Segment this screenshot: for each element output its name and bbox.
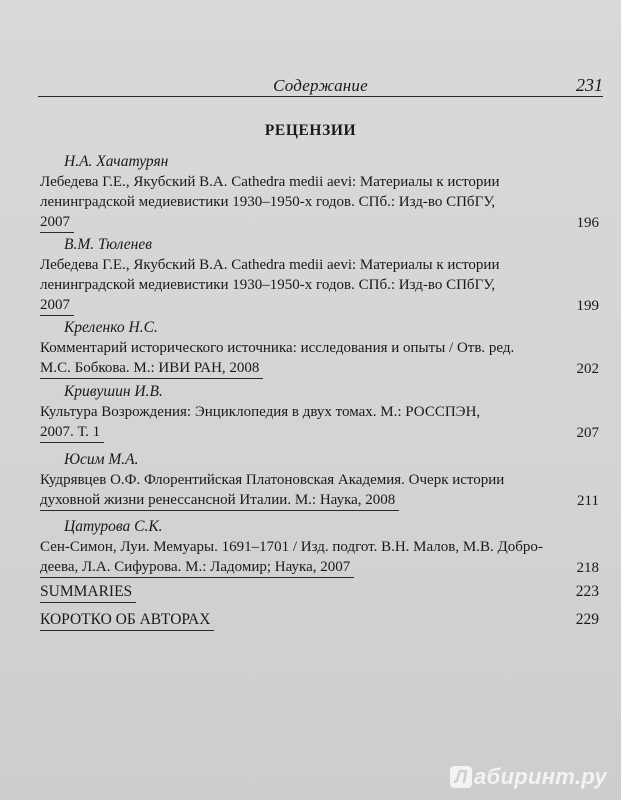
summaries-label: SUMMARIES — [40, 582, 136, 603]
toc-entry — [40, 318, 599, 379]
entry-text — [40, 470, 599, 511]
toc-entry — [40, 450, 599, 511]
entry-line: Лебедева Г.Е., Якубский В.А. Cathedra medii aevi: Материалы к истории — [40, 174, 500, 190]
entry-line: М.С. Бобкова. М.: ИВИ РАН, 2008 — [40, 358, 263, 379]
entry-line: 2007 — [40, 212, 74, 233]
entry-text — [40, 255, 599, 316]
labirint-watermark — [450, 764, 607, 790]
running-head — [38, 72, 603, 97]
entry-text — [40, 402, 599, 443]
running-head-title: Содержание — [273, 76, 368, 95]
entry-page: 207 — [576, 425, 599, 441]
entry-text — [40, 338, 599, 379]
entry-line: ленинградской медиевистики 1930–1950-х годов. СПб.: Изд-во СПбГУ, — [40, 194, 496, 210]
toc-entry — [40, 517, 599, 578]
entry-line: Лебедева Г.Е., Якубский В.А. Cathedra medii aevi: Материалы к истории — [40, 257, 500, 273]
toc-authors — [40, 610, 599, 631]
entry-line: деева, Л.А. Сифурова. М.: Ладомир; Наука, 2007 — [40, 557, 354, 578]
toc-summaries — [40, 582, 599, 603]
entry-author: Цатурова С.К. — [64, 518, 163, 535]
entry-author: В.М. Тюленев — [64, 236, 152, 253]
authors-page: 229 — [575, 611, 599, 628]
entry-page: 199 — [576, 298, 599, 314]
entry-author: Н.А. Хачатурян — [64, 153, 169, 170]
entry-author: Креленко Н.С. — [64, 319, 158, 336]
entry-line: духовной жизни ренессансной Италии. М.: Наука, 2008 — [40, 490, 399, 511]
entry-line: Культура Возрождения: Энциклопедия в двух томах. М.: РОССПЭН, — [40, 404, 481, 420]
entry-text — [40, 537, 599, 578]
entry-line: Сен-Симон, Луи. Мемуары. 1691–1701 / Изд. подгот. В.Н. Малов, М.В. Добро- — [40, 539, 543, 555]
labirint-logo-icon: Л — [450, 766, 472, 788]
entry-author: Юсим М.А. — [64, 451, 139, 468]
entry-line: ленинградской медиевистики 1930–1950-х годов. СПб.: Изд-во СПбГУ, — [40, 277, 496, 293]
toc-entry — [40, 382, 599, 443]
entry-page: 202 — [576, 361, 599, 377]
entry-text — [40, 172, 599, 233]
entry-page: 196 — [576, 215, 599, 231]
entry-line: Кудрявцев О.Ф. Флорентийская Платоновская Академия. Очерк истории — [40, 472, 505, 488]
entry-line: 2007. Т. 1 — [40, 422, 104, 443]
entry-page: 211 — [577, 493, 599, 509]
toc-entry — [40, 235, 599, 316]
page-number: 231 — [576, 75, 603, 95]
section-title: РЕЦЕНЗИИ — [264, 122, 357, 139]
authors-label: КОРОТКО ОБ АВТОРАХ — [40, 610, 214, 631]
summaries-page: 223 — [575, 583, 599, 600]
entry-page: 218 — [576, 560, 599, 576]
entry-line: Комментарий исторического источника: исследования и опыты / Отв. ред. — [40, 340, 515, 356]
watermark-text: абиринт.ру — [474, 764, 607, 789]
entry-author: Кривушин И.В. — [64, 383, 163, 400]
toc-entry — [40, 152, 599, 233]
entry-line: 2007 — [40, 295, 74, 316]
